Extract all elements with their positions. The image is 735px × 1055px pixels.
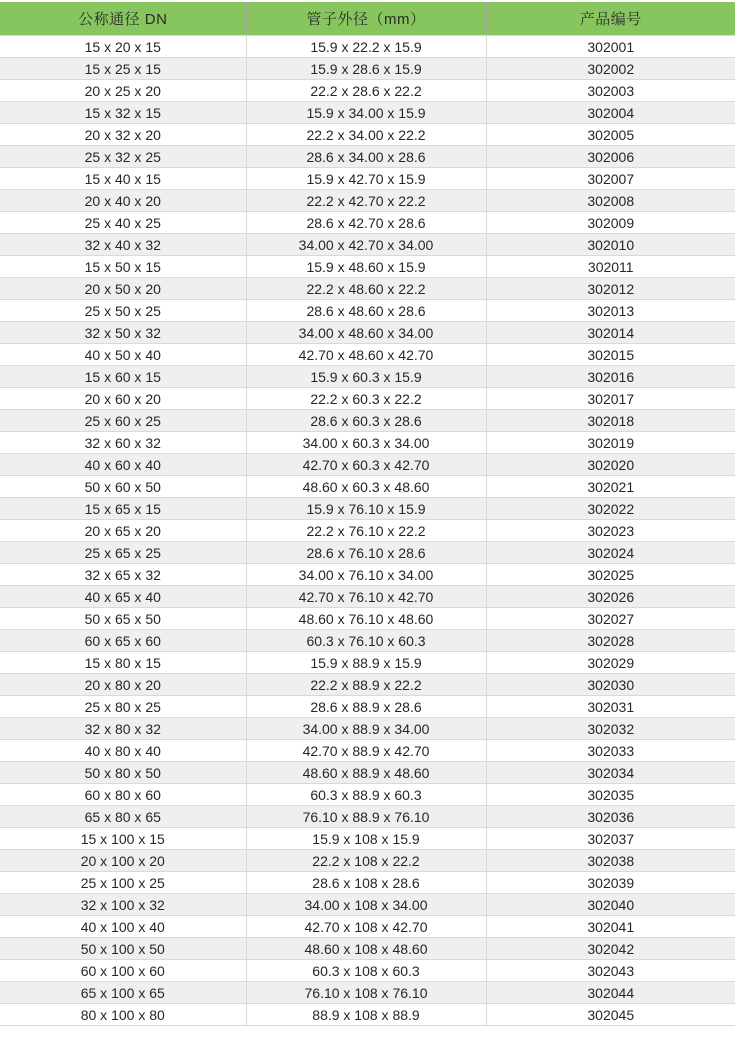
- cell-nominal-diameter: 60 x 100 x 60: [0, 960, 246, 982]
- cell-outer-diameter: 15.9 x 108 x 15.9: [246, 828, 486, 850]
- cell-product-code: 302013: [486, 300, 735, 322]
- cell-nominal-diameter: 15 x 100 x 15: [0, 828, 246, 850]
- cell-nominal-diameter: 50 x 65 x 50: [0, 608, 246, 630]
- cell-nominal-diameter: 65 x 80 x 65: [0, 806, 246, 828]
- cell-outer-diameter: 34.00 x 88.9 x 34.00: [246, 718, 486, 740]
- product-spec-table: [0, 2, 735, 1026]
- table-row: [0, 256, 735, 278]
- cell-product-code: 302014: [486, 322, 735, 344]
- cell-outer-diameter: 22.2 x 108 x 22.2: [246, 850, 486, 872]
- cell-nominal-diameter: 20 x 60 x 20: [0, 388, 246, 410]
- table-row: [0, 124, 735, 146]
- cell-product-code: 302001: [486, 36, 735, 58]
- cell-product-code: 302029: [486, 652, 735, 674]
- table-row: [0, 652, 735, 674]
- cell-outer-diameter: 34.00 x 48.60 x 34.00: [246, 322, 486, 344]
- cell-outer-diameter: 22.2 x 88.9 x 22.2: [246, 674, 486, 696]
- cell-nominal-diameter: 15 x 32 x 15: [0, 102, 246, 124]
- cell-nominal-diameter: 25 x 32 x 25: [0, 146, 246, 168]
- header-outer-diameter: 管子外径（mm）: [246, 2, 486, 36]
- cell-nominal-diameter: 65 x 100 x 65: [0, 982, 246, 1004]
- table-row: [0, 388, 735, 410]
- cell-outer-diameter: 15.9 x 34.00 x 15.9: [246, 102, 486, 124]
- cell-nominal-diameter: 40 x 65 x 40: [0, 586, 246, 608]
- cell-outer-diameter: 34.00 x 76.10 x 34.00: [246, 564, 486, 586]
- cell-product-code: 302028: [486, 630, 735, 652]
- cell-outer-diameter: 48.60 x 76.10 x 48.60: [246, 608, 486, 630]
- table-body: [0, 36, 735, 1026]
- table-row: [0, 146, 735, 168]
- table-row: [0, 102, 735, 124]
- cell-product-code: 302040: [486, 894, 735, 916]
- table-row: [0, 674, 735, 696]
- cell-nominal-diameter: 60 x 80 x 60: [0, 784, 246, 806]
- cell-product-code: 302008: [486, 190, 735, 212]
- cell-outer-diameter: 28.6 x 76.10 x 28.6: [246, 542, 486, 564]
- cell-outer-diameter: 42.70 x 60.3 x 42.70: [246, 454, 486, 476]
- table-row: [0, 806, 735, 828]
- cell-product-code: 302033: [486, 740, 735, 762]
- cell-product-code: 302032: [486, 718, 735, 740]
- cell-product-code: 302036: [486, 806, 735, 828]
- cell-outer-diameter: 22.2 x 42.70 x 22.2: [246, 190, 486, 212]
- cell-product-code: 302039: [486, 872, 735, 894]
- cell-outer-diameter: 48.60 x 108 x 48.60: [246, 938, 486, 960]
- cell-nominal-diameter: 25 x 100 x 25: [0, 872, 246, 894]
- table-row: [0, 630, 735, 652]
- cell-outer-diameter: 28.6 x 60.3 x 28.6: [246, 410, 486, 432]
- cell-product-code: 302031: [486, 696, 735, 718]
- table-row: [0, 608, 735, 630]
- cell-product-code: 302006: [486, 146, 735, 168]
- cell-nominal-diameter: 32 x 65 x 32: [0, 564, 246, 586]
- cell-outer-diameter: 60.3 x 108 x 60.3: [246, 960, 486, 982]
- cell-product-code: 302003: [486, 80, 735, 102]
- table-row: [0, 784, 735, 806]
- cell-nominal-diameter: 20 x 32 x 20: [0, 124, 246, 146]
- cell-outer-diameter: 42.70 x 108 x 42.70: [246, 916, 486, 938]
- cell-product-code: 302044: [486, 982, 735, 1004]
- table-row: [0, 366, 735, 388]
- table-row: [0, 564, 735, 586]
- cell-product-code: 302009: [486, 212, 735, 234]
- table-row: [0, 542, 735, 564]
- cell-outer-diameter: 34.00 x 108 x 34.00: [246, 894, 486, 916]
- cell-nominal-diameter: 15 x 50 x 15: [0, 256, 246, 278]
- table-row: [0, 696, 735, 718]
- cell-nominal-diameter: 25 x 50 x 25: [0, 300, 246, 322]
- cell-nominal-diameter: 32 x 100 x 32: [0, 894, 246, 916]
- table-row: [0, 938, 735, 960]
- cell-outer-diameter: 34.00 x 42.70 x 34.00: [246, 234, 486, 256]
- cell-nominal-diameter: 32 x 80 x 32: [0, 718, 246, 740]
- table-row: [0, 762, 735, 784]
- cell-product-code: 302020: [486, 454, 735, 476]
- cell-nominal-diameter: 25 x 65 x 25: [0, 542, 246, 564]
- cell-product-code: 302005: [486, 124, 735, 146]
- cell-product-code: 302004: [486, 102, 735, 124]
- table-row: [0, 476, 735, 498]
- table-row: [0, 828, 735, 850]
- cell-product-code: 302017: [486, 388, 735, 410]
- cell-product-code: 302021: [486, 476, 735, 498]
- cell-outer-diameter: 15.9 x 48.60 x 15.9: [246, 256, 486, 278]
- cell-nominal-diameter: 15 x 65 x 15: [0, 498, 246, 520]
- cell-product-code: 302026: [486, 586, 735, 608]
- cell-nominal-diameter: 15 x 20 x 15: [0, 36, 246, 58]
- cell-product-code: 302007: [486, 168, 735, 190]
- cell-nominal-diameter: 20 x 25 x 20: [0, 80, 246, 102]
- table-row: [0, 190, 735, 212]
- cell-nominal-diameter: 50 x 80 x 50: [0, 762, 246, 784]
- table-row: [0, 894, 735, 916]
- cell-nominal-diameter: 40 x 100 x 40: [0, 916, 246, 938]
- cell-product-code: 302024: [486, 542, 735, 564]
- table-row: [0, 212, 735, 234]
- table-row: [0, 872, 735, 894]
- cell-outer-diameter: 22.2 x 28.6 x 22.2: [246, 80, 486, 102]
- table-row: [0, 982, 735, 1004]
- cell-product-code: 302041: [486, 916, 735, 938]
- cell-outer-diameter: 48.60 x 60.3 x 48.60: [246, 476, 486, 498]
- cell-outer-diameter: 22.2 x 34.00 x 22.2: [246, 124, 486, 146]
- table-row: [0, 168, 735, 190]
- cell-outer-diameter: 28.6 x 108 x 28.6: [246, 872, 486, 894]
- table-row: [0, 454, 735, 476]
- cell-nominal-diameter: 25 x 60 x 25: [0, 410, 246, 432]
- table-row: [0, 58, 735, 80]
- cell-outer-diameter: 42.70 x 48.60 x 42.70: [246, 344, 486, 366]
- cell-outer-diameter: 28.6 x 48.60 x 28.6: [246, 300, 486, 322]
- cell-nominal-diameter: 32 x 60 x 32: [0, 432, 246, 454]
- cell-product-code: 302043: [486, 960, 735, 982]
- header-row: [0, 2, 735, 36]
- cell-nominal-diameter: 25 x 40 x 25: [0, 212, 246, 234]
- cell-product-code: 302042: [486, 938, 735, 960]
- table-row: [0, 1004, 735, 1026]
- cell-nominal-diameter: 50 x 60 x 50: [0, 476, 246, 498]
- cell-outer-diameter: 28.6 x 34.00 x 28.6: [246, 146, 486, 168]
- cell-outer-diameter: 15.9 x 42.70 x 15.9: [246, 168, 486, 190]
- cell-outer-diameter: 42.70 x 88.9 x 42.70: [246, 740, 486, 762]
- cell-nominal-diameter: 32 x 50 x 32: [0, 322, 246, 344]
- header-nominal-diameter: 公称通径 DN: [0, 2, 246, 36]
- table-row: [0, 322, 735, 344]
- cell-product-code: 302016: [486, 366, 735, 388]
- cell-nominal-diameter: 40 x 50 x 40: [0, 344, 246, 366]
- cell-product-code: 302012: [486, 278, 735, 300]
- header-product-code: 产品编号: [486, 2, 735, 36]
- cell-nominal-diameter: 32 x 40 x 32: [0, 234, 246, 256]
- cell-nominal-diameter: 25 x 80 x 25: [0, 696, 246, 718]
- table-row: [0, 344, 735, 366]
- cell-product-code: 302045: [486, 1004, 735, 1026]
- cell-product-code: 302035: [486, 784, 735, 806]
- cell-outer-diameter: 15.9 x 88.9 x 15.9: [246, 652, 486, 674]
- cell-outer-diameter: 28.6 x 42.70 x 28.6: [246, 212, 486, 234]
- table-row: [0, 278, 735, 300]
- table-row: [0, 234, 735, 256]
- table-row: [0, 586, 735, 608]
- cell-product-code: 302025: [486, 564, 735, 586]
- cell-nominal-diameter: 50 x 100 x 50: [0, 938, 246, 960]
- cell-outer-diameter: 48.60 x 88.9 x 48.60: [246, 762, 486, 784]
- table-row: [0, 432, 735, 454]
- table-row: [0, 850, 735, 872]
- table-row: [0, 80, 735, 102]
- cell-outer-diameter: 15.9 x 76.10 x 15.9: [246, 498, 486, 520]
- cell-nominal-diameter: 40 x 60 x 40: [0, 454, 246, 476]
- cell-outer-diameter: 60.3 x 76.10 x 60.3: [246, 630, 486, 652]
- table-row: [0, 300, 735, 322]
- table-row: [0, 740, 735, 762]
- cell-product-code: 302010: [486, 234, 735, 256]
- cell-nominal-diameter: 20 x 50 x 20: [0, 278, 246, 300]
- cell-product-code: 302023: [486, 520, 735, 542]
- cell-product-code: 302015: [486, 344, 735, 366]
- cell-outer-diameter: 60.3 x 88.9 x 60.3: [246, 784, 486, 806]
- cell-product-code: 302022: [486, 498, 735, 520]
- cell-product-code: 302030: [486, 674, 735, 696]
- cell-product-code: 302018: [486, 410, 735, 432]
- cell-outer-diameter: 22.2 x 48.60 x 22.2: [246, 278, 486, 300]
- cell-nominal-diameter: 15 x 80 x 15: [0, 652, 246, 674]
- cell-outer-diameter: 15.9 x 60.3 x 15.9: [246, 366, 486, 388]
- cell-nominal-diameter: 40 x 80 x 40: [0, 740, 246, 762]
- cell-nominal-diameter: 15 x 60 x 15: [0, 366, 246, 388]
- table-row: [0, 718, 735, 740]
- cell-product-code: 302019: [486, 432, 735, 454]
- cell-product-code: 302002: [486, 58, 735, 80]
- cell-outer-diameter: 28.6 x 88.9 x 28.6: [246, 696, 486, 718]
- cell-product-code: 302034: [486, 762, 735, 784]
- cell-outer-diameter: 88.9 x 108 x 88.9: [246, 1004, 486, 1026]
- cell-outer-diameter: 42.70 x 76.10 x 42.70: [246, 586, 486, 608]
- cell-nominal-diameter: 15 x 25 x 15: [0, 58, 246, 80]
- cell-nominal-diameter: 80 x 100 x 80: [0, 1004, 246, 1026]
- table-row: [0, 36, 735, 58]
- cell-nominal-diameter: 20 x 40 x 20: [0, 190, 246, 212]
- cell-outer-diameter: 76.10 x 88.9 x 76.10: [246, 806, 486, 828]
- table-row: [0, 410, 735, 432]
- cell-nominal-diameter: 15 x 40 x 15: [0, 168, 246, 190]
- cell-nominal-diameter: 60 x 65 x 60: [0, 630, 246, 652]
- cell-nominal-diameter: 20 x 65 x 20: [0, 520, 246, 542]
- cell-nominal-diameter: 20 x 80 x 20: [0, 674, 246, 696]
- cell-outer-diameter: 76.10 x 108 x 76.10: [246, 982, 486, 1004]
- cell-outer-diameter: 22.2 x 76.10 x 22.2: [246, 520, 486, 542]
- cell-product-code: 302037: [486, 828, 735, 850]
- cell-outer-diameter: 15.9 x 22.2 x 15.9: [246, 36, 486, 58]
- cell-product-code: 302038: [486, 850, 735, 872]
- table-row: [0, 498, 735, 520]
- cell-product-code: 302011: [486, 256, 735, 278]
- table-row: [0, 520, 735, 542]
- table-row: [0, 916, 735, 938]
- cell-nominal-diameter: 20 x 100 x 20: [0, 850, 246, 872]
- table-header: [0, 2, 735, 36]
- cell-outer-diameter: 15.9 x 28.6 x 15.9: [246, 58, 486, 80]
- cell-product-code: 302027: [486, 608, 735, 630]
- cell-outer-diameter: 22.2 x 60.3 x 22.2: [246, 388, 486, 410]
- table-row: [0, 960, 735, 982]
- cell-outer-diameter: 34.00 x 60.3 x 34.00: [246, 432, 486, 454]
